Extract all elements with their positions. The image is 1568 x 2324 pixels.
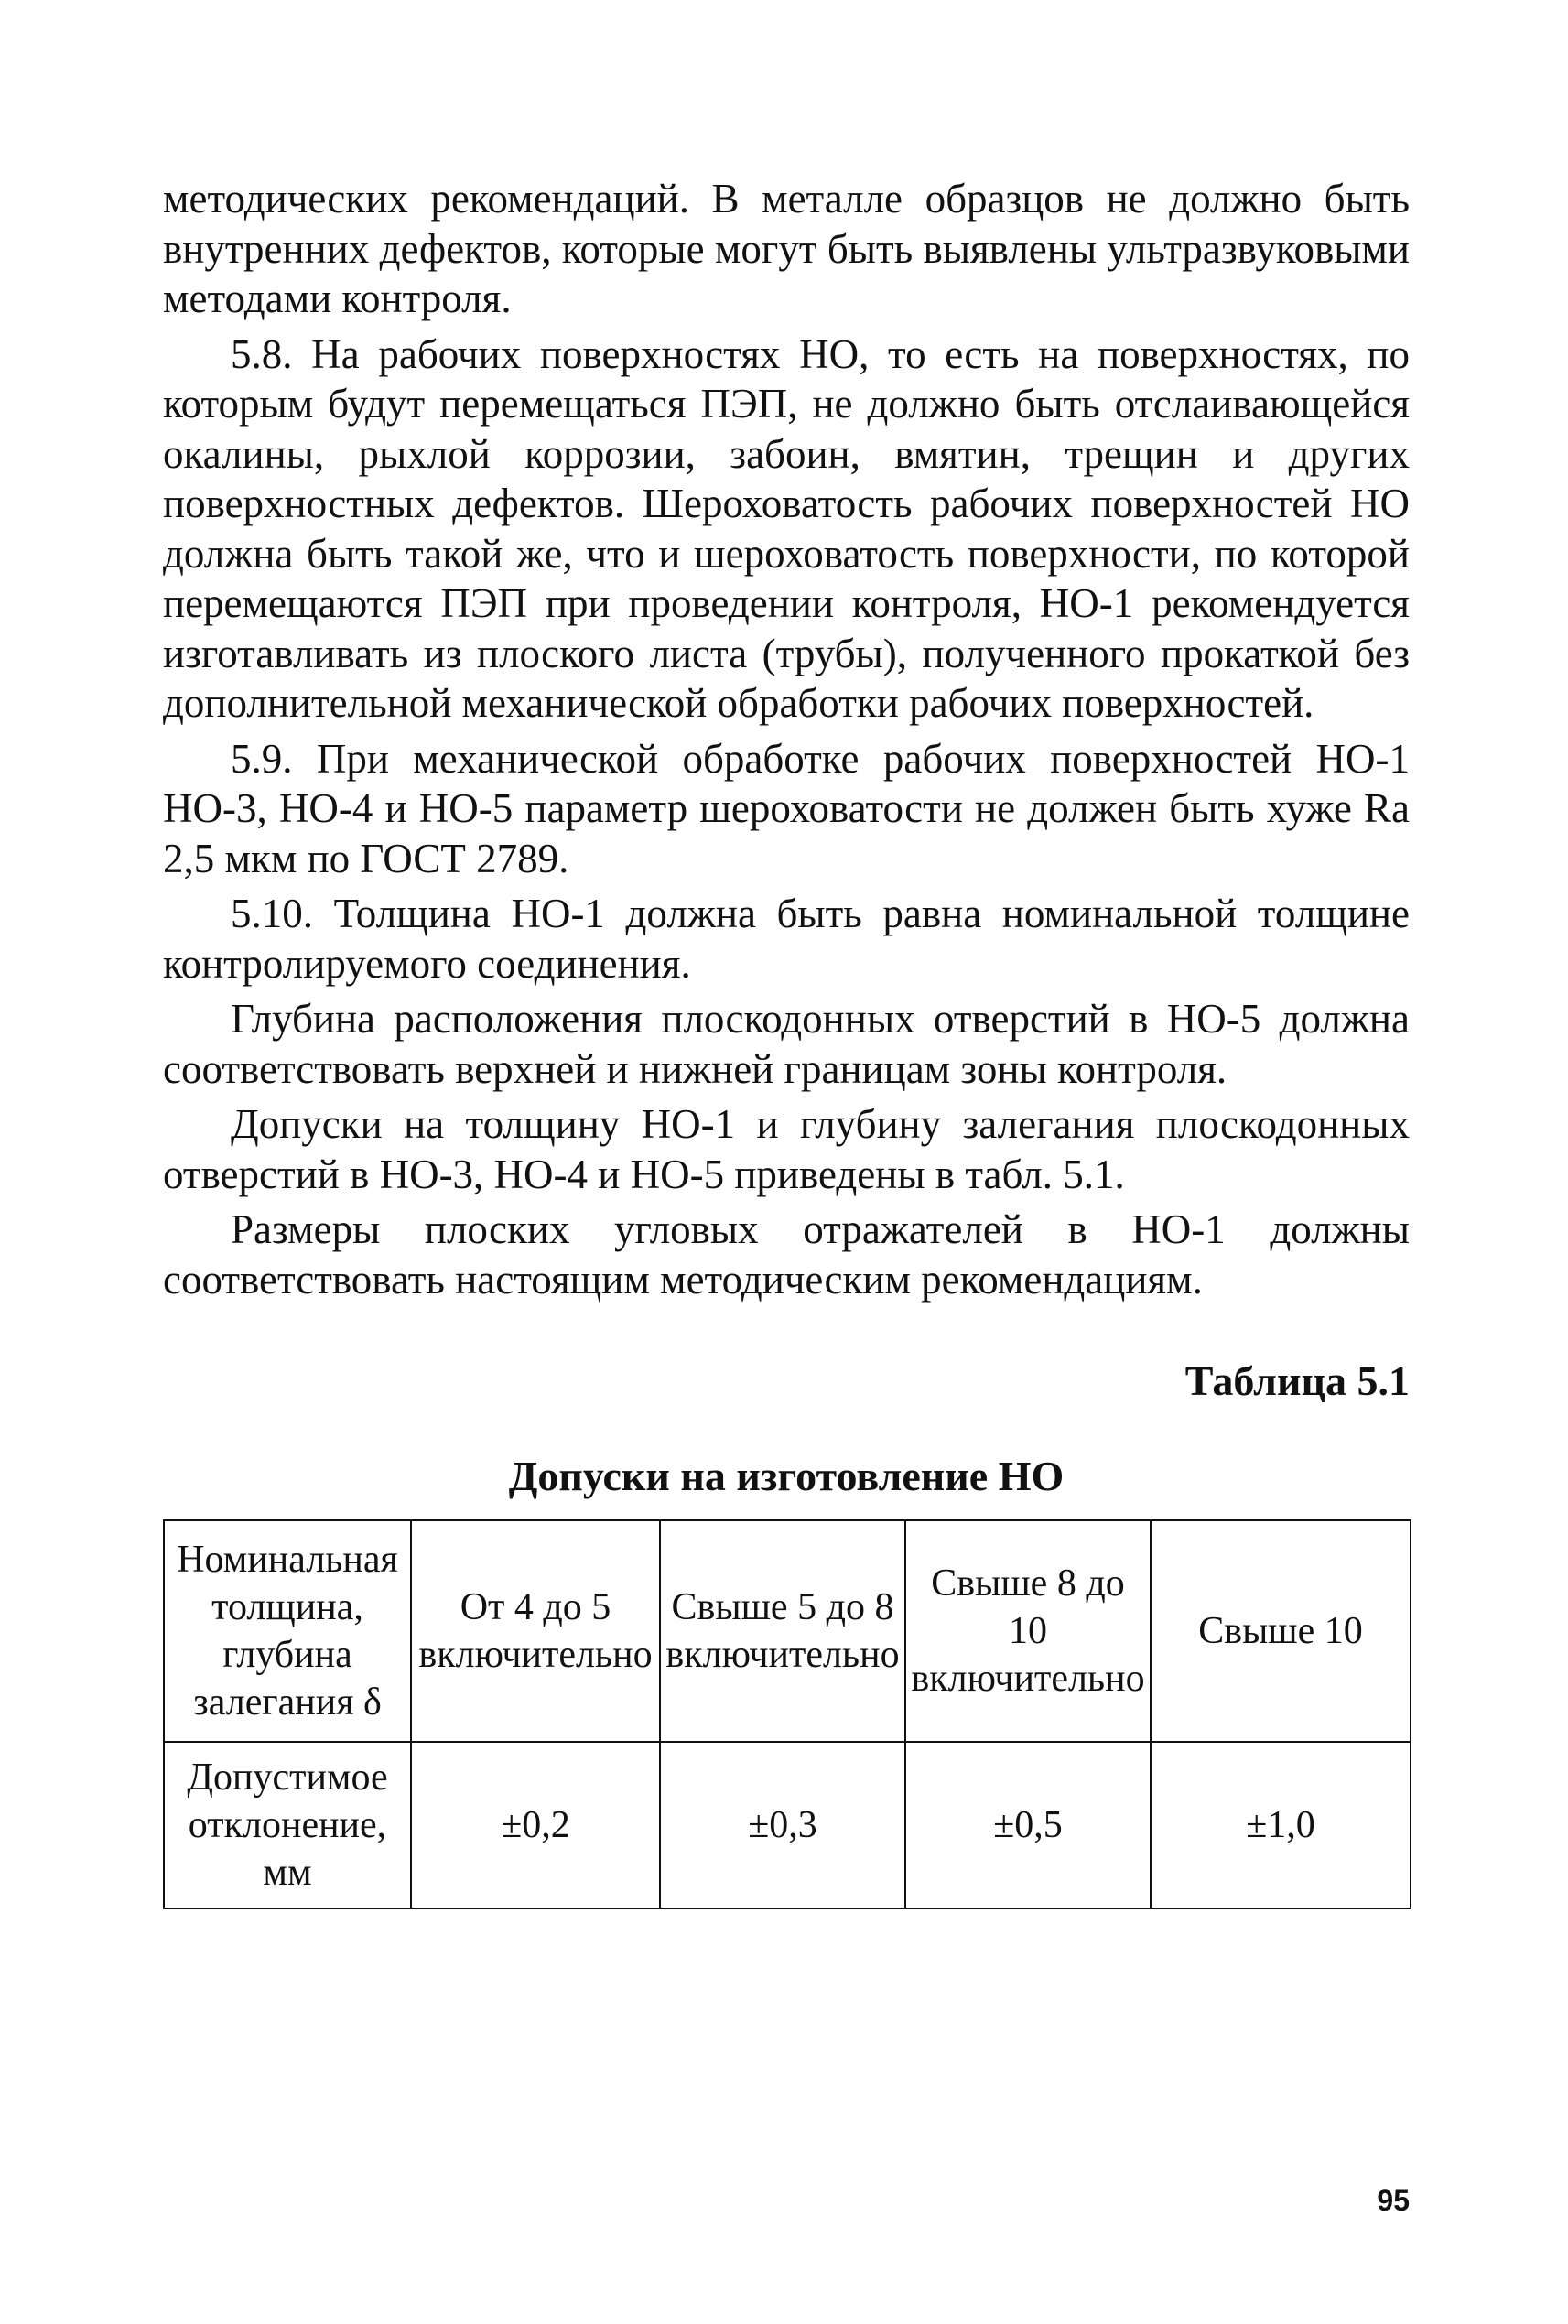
value-cell-2: ±0,3 (660, 1742, 905, 1908)
header-cell-range-2: Свыше 5 до 8 включительно (660, 1520, 905, 1742)
table-row (164, 1742, 1411, 1908)
paragraph-5-8: 5.8. На рабочих поверхностях НО, то есть на поверхностях, по которым будут перемещаться ПЭП, не должно быть отслаивающейся окалины, рыхлой коррозии, забоин, вмятин, трещин и других поверхностных дефектов. Шероховатость рабочих поверхностей НО должна быть такой же, что и шероховатость поверхности, по которой перемещаются ПЭП при проведении контроля, НО-1 рекомендуется изготавливать из плоского листа (трубы), полученного прокаткой без дополнительной механической обработки рабочих поверхностей. (163, 330, 1410, 726)
paragraph-depth: Глубина расположения плоскодонных отверстий в НО-5 должна соответствовать верхней и нижней границам зоны контроля. (163, 996, 1410, 1092)
header-cell-nominal: Номинальная толщина, глубина залегания δ (164, 1520, 411, 1742)
table-label: Таблица 5.1 (1184, 1357, 1410, 1404)
header-cell-range-4: Свыше 10 (1151, 1520, 1411, 1742)
paragraph-tolerances: Допуски на толщину НО-1 и глубину залегания плоскодонных отверстий в НО-3, НО-4 и НО-5 приведены в табл. 5.1. (163, 1101, 1410, 1197)
page-number: 95 (1377, 2184, 1410, 2217)
value-cell-4: ±1,0 (1151, 1742, 1411, 1908)
table-header-row (164, 1520, 1411, 1742)
value-cell-3: ±0,5 (905, 1742, 1151, 1908)
paragraph-5-10: 5.10. Толщина НО-1 должна быть равна номинальной толщине контролируемого соединения. (163, 891, 1410, 987)
paragraph-continuation: методических рекомендаций. В металле образцов не должно быть внутренних дефектов, которые могут быть выявлены ультразвуковыми методами контроля. (163, 176, 1410, 321)
page-body (163, 174, 1410, 1502)
paragraph-5-9: 5.9. При механической обработке рабочих поверхностей НО-1 НО-3, НО-4 и НО-5 параметр шероховатости не должен быть хуже Ra 2,5 мкм по ГОСТ 2789. (163, 735, 1410, 881)
header-cell-range-3: Свыше 8 до 10 включительно (905, 1520, 1151, 1742)
row-label-cell: Допустимое отклонение, мм (164, 1742, 411, 1908)
table-title: Допуски на изготовление НО (508, 1453, 1065, 1499)
paragraph-reflectors: Размеры плоских угловых отражателей в НО-1 должны соответствовать настоящим методическим рекомендациям. (163, 1206, 1410, 1303)
value-cell-1: ±0,2 (411, 1742, 660, 1908)
tolerance-table (163, 1519, 1411, 1909)
header-cell-range-1: От 4 до 5 включительно (411, 1520, 660, 1742)
